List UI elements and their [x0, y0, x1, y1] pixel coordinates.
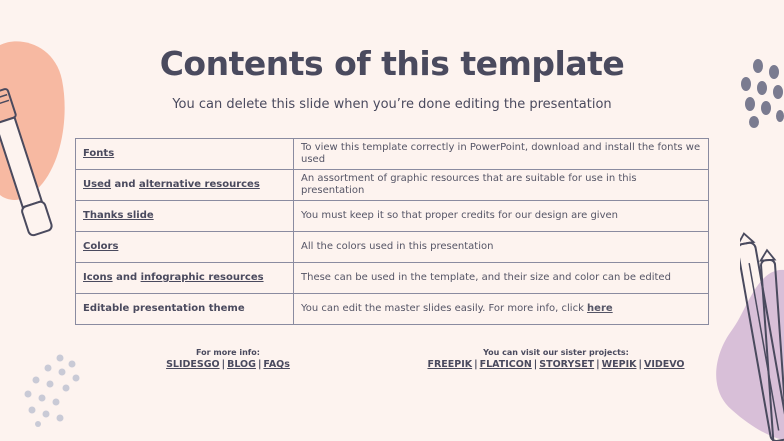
- resource-description-cell: [294, 263, 709, 294]
- description-text: These can be used in the template, and their size and color can be edited: [301, 272, 671, 283]
- footer-link-videvo[interactable]: VIDEVO: [643, 359, 685, 370]
- footer-more-info: [158, 348, 298, 370]
- resource-label-cell: [76, 263, 294, 294]
- footer-sister-projects-links: [416, 359, 696, 370]
- page-title: Contents of this template: [159, 44, 625, 83]
- description-text: To view this template correctly in PowerPoint, download and install the fonts we used: [301, 142, 701, 165]
- footer-link-freepik[interactable]: FREEPIK: [427, 359, 473, 370]
- description-text: You must keep it so that proper credits for our design are given: [301, 210, 618, 221]
- link-separator: |: [257, 359, 262, 370]
- table-row: [76, 139, 709, 170]
- resource-label-cell: [76, 232, 294, 263]
- footer-link-blog[interactable]: BLOG: [227, 359, 256, 370]
- table-row: [76, 232, 709, 263]
- resource-link[interactable]: Icons: [83, 272, 113, 283]
- description-text: All the colors used in this presentation: [301, 241, 494, 252]
- contents-table: [75, 138, 709, 325]
- footer-link-storyset[interactable]: STORYSET: [539, 359, 595, 370]
- resource-label-cell: [76, 170, 294, 201]
- table-row: [76, 170, 709, 201]
- here-link[interactable]: here: [587, 303, 613, 314]
- resource-label-cell: [76, 201, 294, 232]
- description-text: An assortment of graphic resources that are suitable for use in this presentation: [301, 173, 637, 196]
- footer-link-wepik[interactable]: WEPIK: [601, 359, 637, 370]
- resource-description-cell: [294, 170, 709, 201]
- resource-description-cell: [294, 232, 709, 263]
- label-text: and: [112, 272, 141, 283]
- footer-more-info-heading: For more info:: [196, 348, 260, 357]
- footer-more-info-links: [158, 359, 298, 370]
- resource-description-cell: [294, 139, 709, 170]
- table-row: [76, 294, 709, 325]
- table-row: [76, 263, 709, 294]
- resource-link[interactable]: Thanks slide: [83, 210, 154, 221]
- link-separator: |: [596, 359, 600, 370]
- resource-description-cell: [294, 294, 709, 325]
- resource-link[interactable]: infographic resources: [140, 272, 264, 283]
- resource-link[interactable]: Used: [83, 179, 112, 190]
- footer-sister-projects: [416, 348, 696, 370]
- description-text: You can edit the master slides easily. For more info, click: [301, 303, 588, 314]
- footer-link-slidesgo[interactable]: SLIDESGO: [166, 359, 220, 370]
- resource-description-cell: [294, 201, 709, 232]
- footer-link-flaticon[interactable]: FLATICON: [479, 359, 532, 370]
- label-text: and: [111, 179, 140, 190]
- link-separator: |: [474, 359, 478, 370]
- table-row: [76, 201, 709, 232]
- resource-link[interactable]: Colors: [83, 241, 119, 252]
- page-subtitle: You can delete this slide when you’re done editing the presentation: [172, 97, 612, 112]
- link-separator: |: [221, 359, 226, 370]
- resource-label-cell: [76, 139, 294, 170]
- resource-link[interactable]: alternative resources: [139, 179, 260, 190]
- label-text: Editable presentation theme: [83, 303, 245, 314]
- resource-link[interactable]: Fonts: [83, 148, 115, 159]
- pen-icon: [740, 232, 784, 441]
- footer-sister-projects-heading: You can visit our sister projects:: [483, 348, 629, 357]
- link-separator: |: [638, 359, 642, 370]
- link-separator: |: [533, 359, 538, 370]
- resource-label-cell: [76, 294, 294, 325]
- footer-link-faqs[interactable]: FAQs: [263, 359, 290, 370]
- light-dots-decoration: [20, 352, 86, 428]
